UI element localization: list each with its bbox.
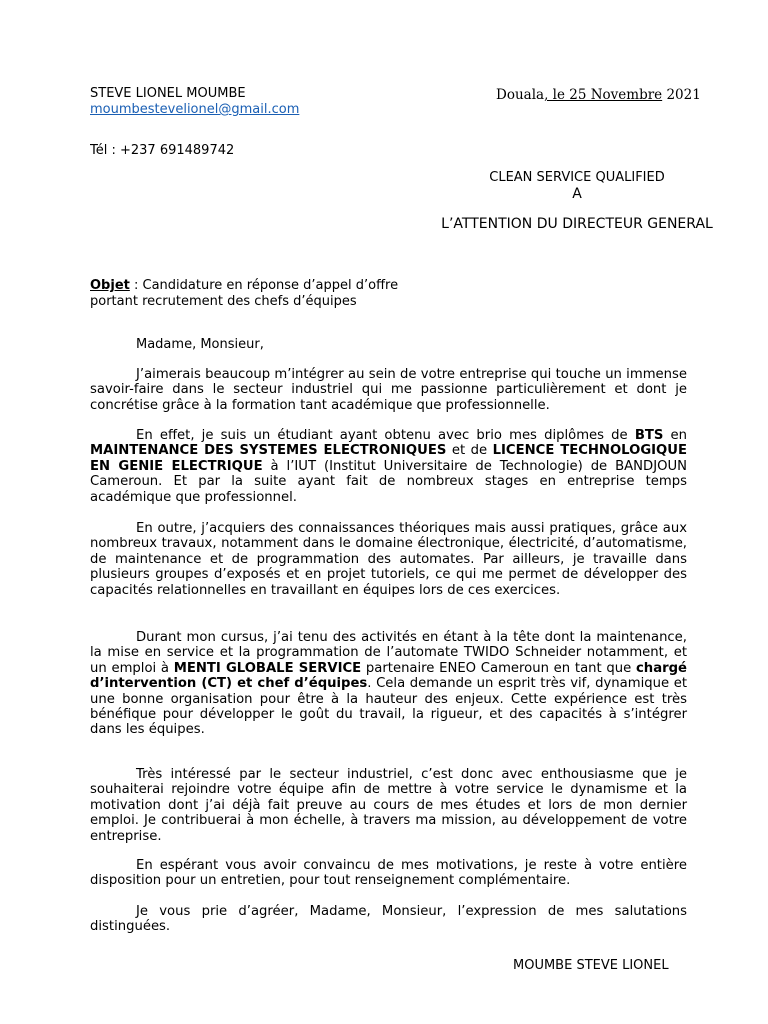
subject-label: Objet [90, 278, 130, 293]
paragraph-text: En effet, je suis un étudiant ayant obtenu avec brio mes diplômes de [136, 428, 635, 443]
paragraph-text: et de [446, 443, 493, 459]
recipient-attention: L’ATTENTION DU DIRECTEUR GENERAL [441, 216, 713, 232]
bold-text: LICENCE TECHNOLOGIQUE EN GENIE ELECTRIQUE [90, 443, 687, 474]
bold-text: BTS [634, 428, 664, 443]
paragraph-motivation: Très intéressé par le secteur industriel, c’est donc avec enthousiasme que je souhaiterai rejoindre votre équipe afin de mettre à votre service le dynamisme et la motivation dont j’ai déjà fait preuve au cours de mes études et lors de mon dernier emploi. Je contribuerai à mon échelle, à travers ma mission, au développement de votre entreprise. [90, 767, 687, 844]
paragraph-skills: En outre, j’acquiers des connaissances théoriques mais aussi pratiques, grâce aux nombreux travaux, notamment dans le domaine électronique, électricité, d’automatisme, de maintenance et de programmation des automates. Par ailleurs, je travaille dans plusieurs groupes d’exposés et en projet tutoriels, ce qui me permet de développer des capacités relationnelles en travaillant en équipes lors de ces exercices. [90, 521, 687, 598]
recipient-a: A [572, 186, 582, 202]
paragraph-text: Durant mon cursus, j’ai tenu des activités en étant à la tête dont la maintenance, la mise en service et la programmation de l’automate TWIDO Schneider notamment, et un emploi à [90, 630, 687, 676]
bold-text: chargé d’intervention (CT) et chef d’équipes [90, 660, 687, 692]
salutation: Madame, Monsieur, [136, 337, 264, 352]
paragraph-experience [90, 630, 687, 738]
sender-name: STEVE LIONEL MOUMBE [90, 86, 246, 101]
paragraph-intro: J’aimerais beaucoup m’intégrer au sein de votre entreprise qui touche un immense savoir-faire dans le secteur industriel qui me passionne particulièrement et dont je concrétise grâce à la formation tant académique que professionnelle. [90, 367, 687, 413]
paragraph-availability: En espérant vous avoir convaincu de mes motivations, je reste à votre entière disposition pour un entretien, pour tout renseignement complémentaire. [90, 858, 687, 889]
paragraph-text: en [663, 428, 687, 443]
bold-text: MAINTENANCE DES SYSTEMES ELECTRONIQUES [90, 443, 447, 459]
paragraph-diplomas [90, 428, 687, 505]
sender-phone: Tél : +237 691489742 [90, 143, 235, 154]
paragraph-text: . Cela demande un esprit très vif, dynamique et une bonne organisation pour être à la hauteur des enjeux. Cette expérience est très bénéfique pour développer le goût du travail, la rigueur, et des capacités à s’intégrer dans les équipes. [90, 676, 688, 738]
bold-text: MENTI GLOBALE SERVICE [173, 660, 362, 676]
date-city: Douala [496, 87, 545, 103]
date-day-month: , le 25 Novembre [544, 87, 663, 103]
recipient-company: CLEAN SERVICE QUALIFIED [489, 170, 665, 185]
paragraph-text: à l’IUT (Institut Universitaire de Technologie) de BANDJOUN Cameroun. Et par la suite ayant fait de nombreux stages en entreprise temps académique que professionnel. [90, 458, 687, 505]
date-year: 2021 [662, 87, 701, 103]
sender-email-link[interactable]: moumbestevelionel@gmail.com [90, 102, 300, 117]
subject-line [90, 278, 450, 310]
subject-text: : Candidature en réponse d’appel d’offre portant recrutement des chefs d’équipes [90, 278, 399, 309]
letter-date [496, 87, 701, 103]
signature: MOUMBE STEVE LIONEL [513, 958, 669, 973]
paragraph-text: partenaire ENEO Cameroun en tant que [361, 660, 636, 676]
paragraph-closing: Je vous prie d’agréer, Madame, Monsieur, l’expression de mes salutations distinguées. [90, 904, 687, 935]
